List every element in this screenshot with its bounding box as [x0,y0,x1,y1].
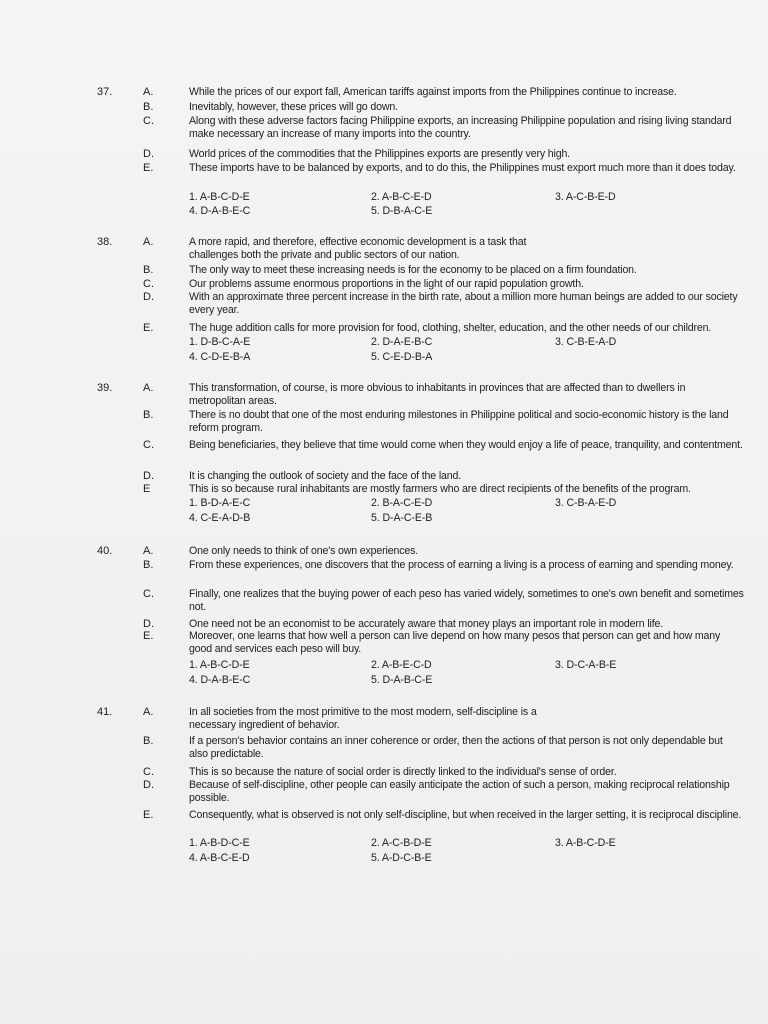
option-text: World prices of the commodities that the Philippines exports are presently very high. [189,148,570,160]
option-text: With an approximate three percent increase in the birth rate, about a million more human beings are added to our society every year. [189,291,738,316]
option-text: This is so because the nature of social order is directly linked to the individual's sense of order. [189,766,617,778]
answer-choice-5: 5. D-A-B-C-E [371,674,433,686]
answer-choice-2: 2. A-B-E-C-D [371,659,432,671]
option-text: The huge addition calls for more provision for food, clothing, shelter, education, and the other needs of our children. [189,322,712,334]
option-letter: C. [143,766,154,778]
option-text: These imports have to be balanced by exports, and to do this, the Philippines must export much more than it does today. [189,162,736,174]
option-text: Because of self-discipline, other people can easily anticipate the action of such a person, making reciprocal relationship possible. [189,779,730,804]
question-number: 40. [97,545,113,557]
answer-choice-4: 4. C-E-A-D-B [189,512,251,524]
option-text: Inevitably, however, these prices will go down. [189,101,398,113]
option-letter: C. [143,439,154,451]
option-letter: A. [143,236,154,248]
option-letter: A. [143,706,154,718]
option-letter: B. [143,264,154,276]
option-letter: E. [143,809,154,821]
option-letter: C. [143,115,154,127]
option-letter: C. [143,278,154,290]
answer-choice-1: 1. D-B-C-A-E [189,336,251,348]
option-letter: D. [143,618,154,630]
option-text: Finally, one realizes that the buying power of each peso has varied widely, sometimes to one's own benefit and sometimes not. [189,588,744,613]
answer-choice-1: 1. A-B-C-D-E [189,659,250,671]
option-letter: D. [143,291,154,303]
answer-choice-4: 4. A-B-C-E-D [189,852,250,864]
option-text: In all societies from the most primitive to the most modern, self-discipline is a necessary ingredient of behavior. [189,706,537,731]
option-text: The only way to meet these increasing needs is for the economy to be placed on a firm foundation. [189,264,637,276]
option-letter: D. [143,148,154,160]
answer-choice-4: 4. D-A-B-E-C [189,674,251,686]
option-letter: E [143,483,151,495]
option-text: Along with these adverse factors facing Philippine exports, an increasing Philippine population and rising living standard make necessary an increase of many imports into the country. [189,115,732,140]
answer-choice-5: 5. D-A-C-E-B [371,512,433,524]
answer-choice-1: 1. B-D-A-E-C [189,497,251,509]
option-text: From these experiences, one discovers that the process of earning a living is a process of earning and spending money. [189,559,734,571]
option-text: While the prices of our export fall, American tariffs against imports from the Philippines continue to increase. [189,86,677,98]
answer-choice-3: 3. C-B-E-A-D [555,336,617,348]
option-letter: E. [143,322,154,334]
option-text: There is no doubt that one of the most enduring milestones in Philippine political and socio-economic history is the land reform program. [189,409,729,434]
answer-choice-3: 3. D-C-A-B-E [555,659,617,671]
answer-choice-2: 2. B-A-C-E-D [371,497,433,509]
question-number: 37. [97,86,113,98]
option-letter: A. [143,545,154,557]
question-number: 41. [97,706,113,718]
answer-choice-3: 3. C-B-A-E-D [555,497,617,509]
option-letter: B. [143,101,154,113]
option-letter: E. [143,162,154,174]
answer-choice-2: 2. A-C-B-D-E [371,837,432,849]
option-text: One need not be an economist to be accurately aware that money plays an important role in modern life. [189,618,664,630]
option-text: One only needs to think of one's own experiences. [189,545,419,557]
option-letter: D. [143,470,154,482]
answer-choice-2: 2. D-A-E-B-C [371,336,433,348]
option-text: Being beneficiaries, they believe that time would come when they would enjoy a life of peace, tranquility, and contentment. [189,439,743,451]
option-text: Consequently, what is observed is not only self-discipline, but when received in the larger setting, it is reciprocal discipline. [189,809,742,821]
answer-choice-5: 5. A-D-C-B-E [371,852,432,864]
question-number: 39. [97,382,113,394]
option-letter: B. [143,735,154,747]
option-letter: A. [143,382,154,394]
option-letter: B. [143,409,154,421]
answer-choice-5: 5. D-B-A-C-E [371,205,433,217]
option-text: Our problems assume enormous proportions in the light of our rapid population growth. [189,278,584,290]
answer-choice-3: 3. A-B-C-D-E [555,837,616,849]
option-text: A more rapid, and therefore, effective economic development is a task that challenges both the private and public sectors of our nation. [189,236,527,261]
option-letter: E. [143,630,154,642]
option-letter: C. [143,588,154,600]
answer-choice-4: 4. D-A-B-E-C [189,205,251,217]
option-text: This is so because rural inhabitants are mostly farmers who are direct recipients of the benefits of the program. [189,483,691,495]
option-text: It is changing the outlook of society and the face of the land. [189,470,462,482]
option-letter: D. [143,779,154,791]
option-text: Moreover, one learns that how well a person can live depend on how many pesos that person can get and how many good and services each peso will buy. [189,630,721,655]
answer-choice-2: 2. A-B-C-E-D [371,191,432,203]
answer-choice-1: 1. A-B-D-C-E [189,837,250,849]
option-text: If a person's behavior contains an inner coherence or order, then the actions of that person is not only dependable but also predictable. [189,735,723,760]
answer-choice-1: 1. A-B-C-D-E [189,191,250,203]
answer-choice-4: 4. C-D-E-B-A [189,351,251,363]
question-number: 38. [97,236,113,248]
option-letter: A. [143,86,154,98]
answer-choice-5: 5. C-E-D-B-A [371,351,433,363]
answer-choice-3: 3. A-C-B-E-D [555,191,616,203]
option-text: This transformation, of course, is more obvious to inhabitants in provinces that are affected than to dwellers in metropolitan areas. [189,382,686,407]
option-letter: B. [143,559,154,571]
